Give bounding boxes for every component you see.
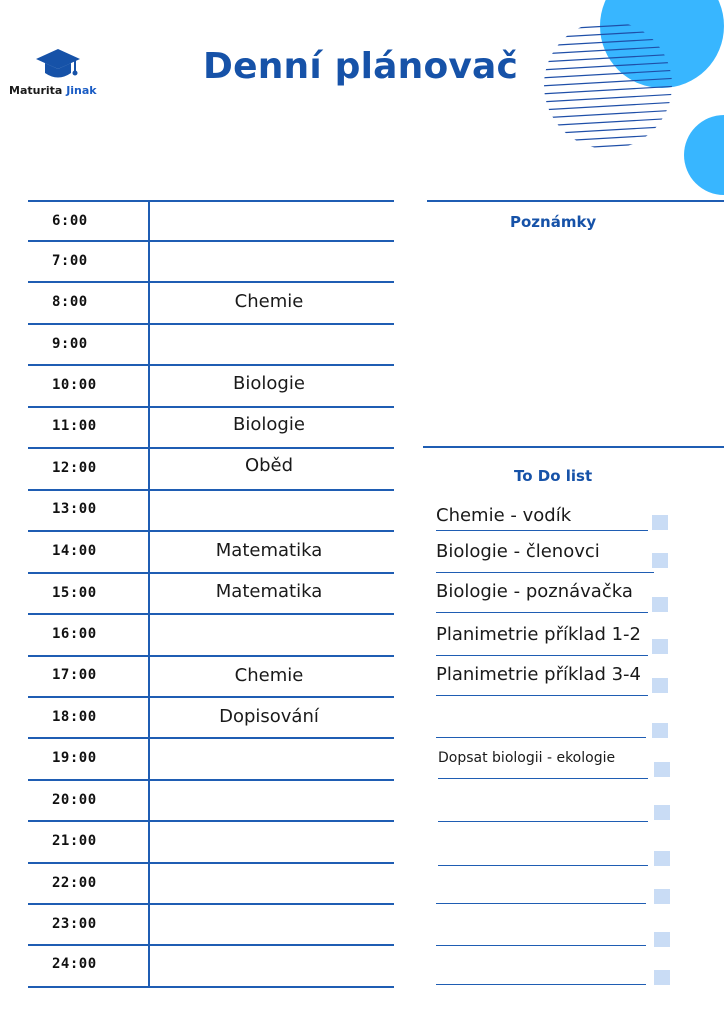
decorative-circle-large bbox=[600, 0, 724, 88]
schedule-row-line bbox=[28, 406, 394, 408]
todo-checkbox[interactable] bbox=[654, 762, 670, 777]
todo-checkbox[interactable] bbox=[654, 970, 670, 985]
todo-line bbox=[438, 865, 648, 866]
time-label: 14:00 bbox=[52, 543, 97, 559]
todo-item-text[interactable]: Chemie - vodík bbox=[436, 505, 572, 526]
decorative-shapes bbox=[0, 0, 724, 220]
todo-line bbox=[436, 945, 646, 946]
schedule-row-line bbox=[28, 364, 394, 366]
schedule-row-line bbox=[28, 447, 394, 449]
schedule-row-line bbox=[28, 655, 394, 657]
todo-checkbox[interactable] bbox=[654, 932, 670, 947]
schedule-row-line bbox=[28, 862, 394, 864]
time-label: 18:00 bbox=[52, 709, 97, 725]
notes-top-line bbox=[427, 200, 724, 202]
activity-cell[interactable]: Chemie bbox=[234, 291, 304, 312]
notes-area[interactable] bbox=[427, 235, 724, 440]
todo-item-text[interactable]: Dopsat biologii - ekologie bbox=[438, 750, 616, 766]
time-label: 24:00 bbox=[52, 956, 97, 972]
time-label: 13:00 bbox=[52, 501, 97, 517]
todo-line bbox=[436, 903, 646, 904]
todo-item-text[interactable]: Planimetrie příklad 3-4 bbox=[436, 664, 641, 685]
schedule-row-line bbox=[28, 489, 394, 491]
time-label: 15:00 bbox=[52, 585, 97, 601]
notes-title: Poznámky bbox=[510, 213, 597, 231]
time-label: 16:00 bbox=[52, 626, 97, 642]
todo-line bbox=[436, 572, 654, 573]
page-title: Denní plánovač bbox=[203, 46, 519, 87]
notes-bottom-line bbox=[423, 446, 724, 448]
time-label: 21:00 bbox=[52, 833, 97, 849]
schedule-row-line bbox=[28, 779, 394, 781]
schedule-top-line bbox=[28, 200, 394, 202]
time-label: 17:00 bbox=[52, 667, 97, 683]
schedule-row-line bbox=[28, 944, 394, 946]
schedule-row-line bbox=[28, 530, 394, 532]
time-label: 12:00 bbox=[52, 460, 97, 476]
time-label: 11:00 bbox=[52, 418, 97, 434]
schedule-row-line bbox=[28, 572, 394, 574]
todo-item-text[interactable]: Biologie - členovci bbox=[436, 541, 600, 562]
todo-line bbox=[436, 530, 648, 531]
time-label: 6:00 bbox=[52, 213, 88, 229]
logo-word-maturita: Maturita bbox=[9, 84, 63, 97]
activity-cell[interactable]: Oběd bbox=[244, 455, 294, 476]
todo-checkbox[interactable] bbox=[652, 597, 668, 612]
activity-cell[interactable]: Dopisování bbox=[219, 706, 319, 727]
todo-item-text[interactable]: Biologie - poznávačka bbox=[436, 581, 633, 602]
todo-checkbox[interactable] bbox=[652, 678, 668, 693]
schedule-bottom-line bbox=[28, 986, 394, 988]
todo-checkbox[interactable] bbox=[652, 553, 668, 568]
time-label: 20:00 bbox=[52, 792, 97, 808]
schedule-row-line bbox=[28, 613, 394, 615]
todo-checkbox[interactable] bbox=[652, 515, 668, 530]
todo-checkbox[interactable] bbox=[652, 723, 668, 738]
todo-line bbox=[438, 821, 648, 822]
time-label: 19:00 bbox=[52, 750, 97, 766]
todo-line bbox=[436, 984, 646, 985]
todo-item-text[interactable]: Planimetrie příklad 1-2 bbox=[436, 624, 641, 645]
schedule-row-line bbox=[28, 903, 394, 905]
schedule-row-line bbox=[28, 820, 394, 822]
decorative-circle-small bbox=[684, 115, 724, 195]
todo-line bbox=[436, 612, 648, 613]
todo-line bbox=[436, 737, 646, 738]
activity-cell[interactable]: Biologie bbox=[233, 414, 305, 435]
schedule-row-line bbox=[28, 281, 394, 283]
schedule-row-line bbox=[28, 323, 394, 325]
todo-line bbox=[436, 655, 648, 656]
activity-cell[interactable]: Biologie bbox=[233, 373, 305, 394]
schedule-row-line bbox=[28, 696, 394, 698]
time-label: 10:00 bbox=[52, 377, 97, 393]
schedule-row-line bbox=[28, 240, 394, 242]
activity-cell[interactable]: Chemie bbox=[234, 665, 304, 686]
activity-cell[interactable]: Matematika bbox=[215, 581, 323, 602]
todo-checkbox[interactable] bbox=[654, 889, 670, 904]
todo-checkbox[interactable] bbox=[652, 639, 668, 654]
logo-word-jinak: Jinak bbox=[66, 84, 97, 97]
todo-line bbox=[436, 695, 648, 696]
todo-checkbox[interactable] bbox=[654, 805, 670, 820]
time-label: 22:00 bbox=[52, 875, 97, 891]
schedule-row-line bbox=[28, 737, 394, 739]
time-label: 8:00 bbox=[52, 294, 88, 310]
time-label: 7:00 bbox=[52, 253, 88, 269]
todo-title: To Do list bbox=[514, 467, 593, 485]
time-label: 9:00 bbox=[52, 336, 88, 352]
activity-cell[interactable]: Matematika bbox=[215, 540, 323, 561]
todo-checkbox[interactable] bbox=[654, 851, 670, 866]
todo-line bbox=[438, 778, 648, 779]
time-label: 23:00 bbox=[52, 916, 97, 932]
